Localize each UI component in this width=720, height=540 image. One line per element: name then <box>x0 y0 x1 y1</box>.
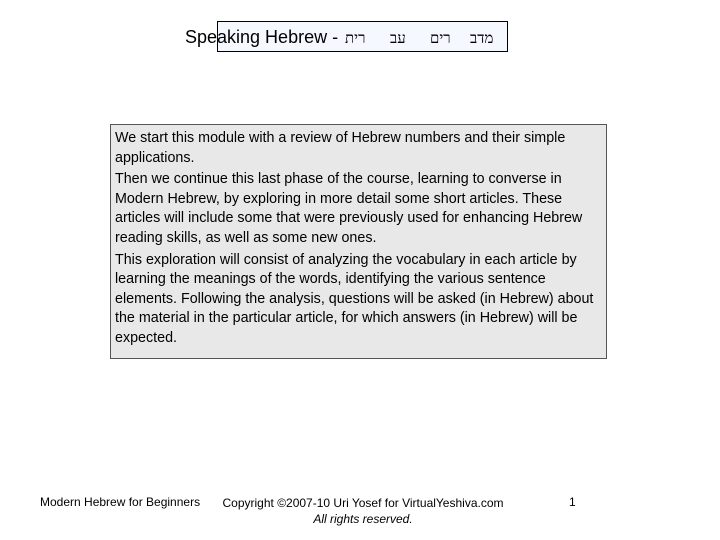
footer-copyright-block <box>218 495 508 527</box>
footer-rights: All rights reserved. <box>313 512 413 526</box>
hebrew-word-2: עב <box>390 29 406 47</box>
hebrew-word-1: רית <box>345 29 366 47</box>
content-box <box>110 124 607 359</box>
footer-course-name: Modern Hebrew for Beginners <box>40 495 201 509</box>
paragraph-intro: We start this module with a review of Hebrew numbers and their simple applications. <box>115 130 566 166</box>
page-number: 1 <box>569 495 576 509</box>
hebrew-word-4: מדב <box>470 29 494 47</box>
slide-title: Speaking Hebrew - <box>185 27 339 47</box>
hebrew-word-3: רים <box>430 29 451 47</box>
paragraph-course: Then we continue this last phase of the course, learning to converse in Modern Hebrew, by exploring in more detail some short articles. These articles will include some that were previously used for enhancing Hebrew reading skills, as well as some new ones. <box>115 171 583 246</box>
footer-copyright: Copyright ©2007-10 Uri Yosef for VirtualYeshiva.com <box>222 496 504 510</box>
paragraph-exploration: This exploration will consist of analyzing the vocabulary in each article by learning the meanings of the words, identifying the various sentence elements. Following the analysis, questions will be asked (in Hebrew) about the material in the particular article, for which answers (in Hebrew) will be expected. <box>115 251 594 346</box>
